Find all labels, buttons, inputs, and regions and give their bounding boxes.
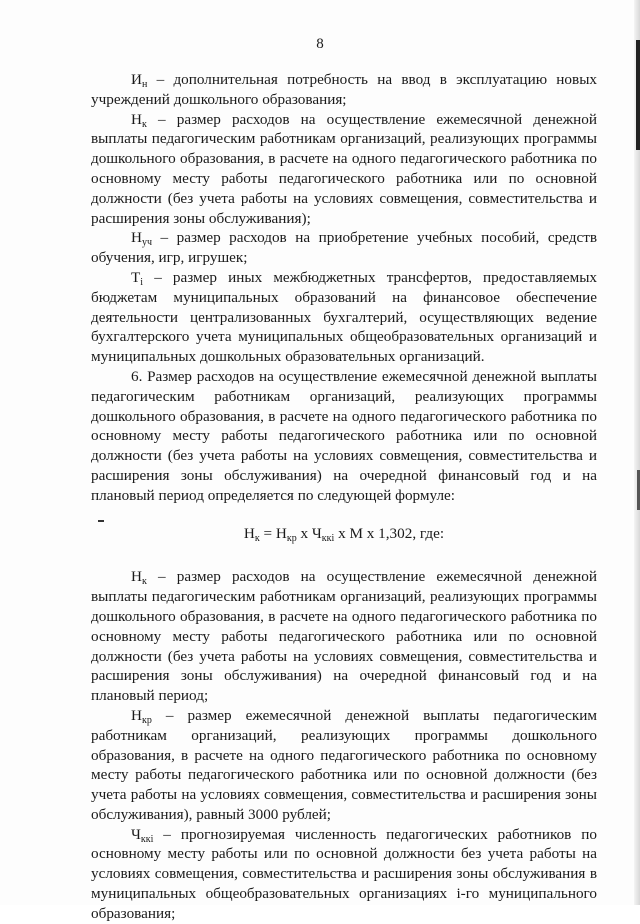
section-6-paragraph: 6. Размер расходов на осуществление ежемесячной денежной выплаты педагогическим работникам организаций, реализующих программы дошкольного образования, в расчете на одного педагогического работника по основному месту работы педагогического работника или по основной должности (без учета работы на условиях совмещения, совместительства и расширения зоны обслуживания) на очередной финансовый год и на плановый период определяется по следующей формуле:: [91, 367, 597, 504]
definition-paragraph: $Ч_{ккі}$ – прогнозируемая численность педагогических работников по основному месту работы или по основной должности без учета работы на условиях совмещения, совместительства и расширения зоны обслуживания в муниципальных общеобразовательных организациях і-го муниципального образования;: [91, 825, 597, 922]
definition-paragraph: $Н_{кр}$ – размер ежемесячной денежной выплаты педагогическим работникам организаций, реализующих программы дошкольного образования, в расчете на одного педагогического работника по основному месту работы педагогического работника или по основной должности (без учета работы на условиях совмещения, совместительства и расширения зоны обслуживания), равный 3000 рублей;: [91, 706, 597, 823]
definition-paragraph: $Н_{уч}$ – размер расходов на приобретение учебных пособий, средств обучения, игр, игрушек;: [91, 229, 597, 267]
definition-paragraph: $И_н$ – дополнительная потребность на ввод в эксплуатацию новых учреждений дошкольного образования;: [91, 71, 597, 108]
scan-speck: [98, 520, 104, 522]
definition-paragraph: $Н_к$ – размер расходов на осуществление ежемесячной денежной выплаты педагогическим работникам организаций, реализующих программы дошкольного образования, в расчете на одного педагогического работника по основному месту работы педагогического работника или по основной должности (без учета работы на условиях совмещения, совместительства и расширения зоны обслуживания);: [91, 110, 597, 227]
formula: $Н_к = Н_{кр}$ х $Ч_{ккі}$ х М х 1,302, где:: [243, 524, 445, 544]
definition-paragraph: $Н_к$ – размер расходов на осуществление ежемесячной денежной выплаты педагогическим работникам организаций, реализующих программы дошкольного образования, в расчете на одного педагогического работника по основному месту работы педагогического работника или по основной должности (без учета работы на условиях совмещения, совместительства и расширения зоны обслуживания) на очередной финансовый год и на плановый период;: [91, 568, 597, 705]
document-body: [91, 70, 597, 924]
scan-edge-mark: [636, 40, 640, 150]
definition-paragraph: $T_i$ – размер иных межбюджетных трансфертов, предоставляемых бюджетам муниципальных образований на финансовое обеспечение деятельности централизованных бухгалтерий, осуществляющих ведение бухгалтерского учета муниципальных общеобразовательных организаций и муниципальных дошкольных образовательных организаций.: [91, 268, 597, 366]
page-number: 8: [316, 36, 324, 52]
